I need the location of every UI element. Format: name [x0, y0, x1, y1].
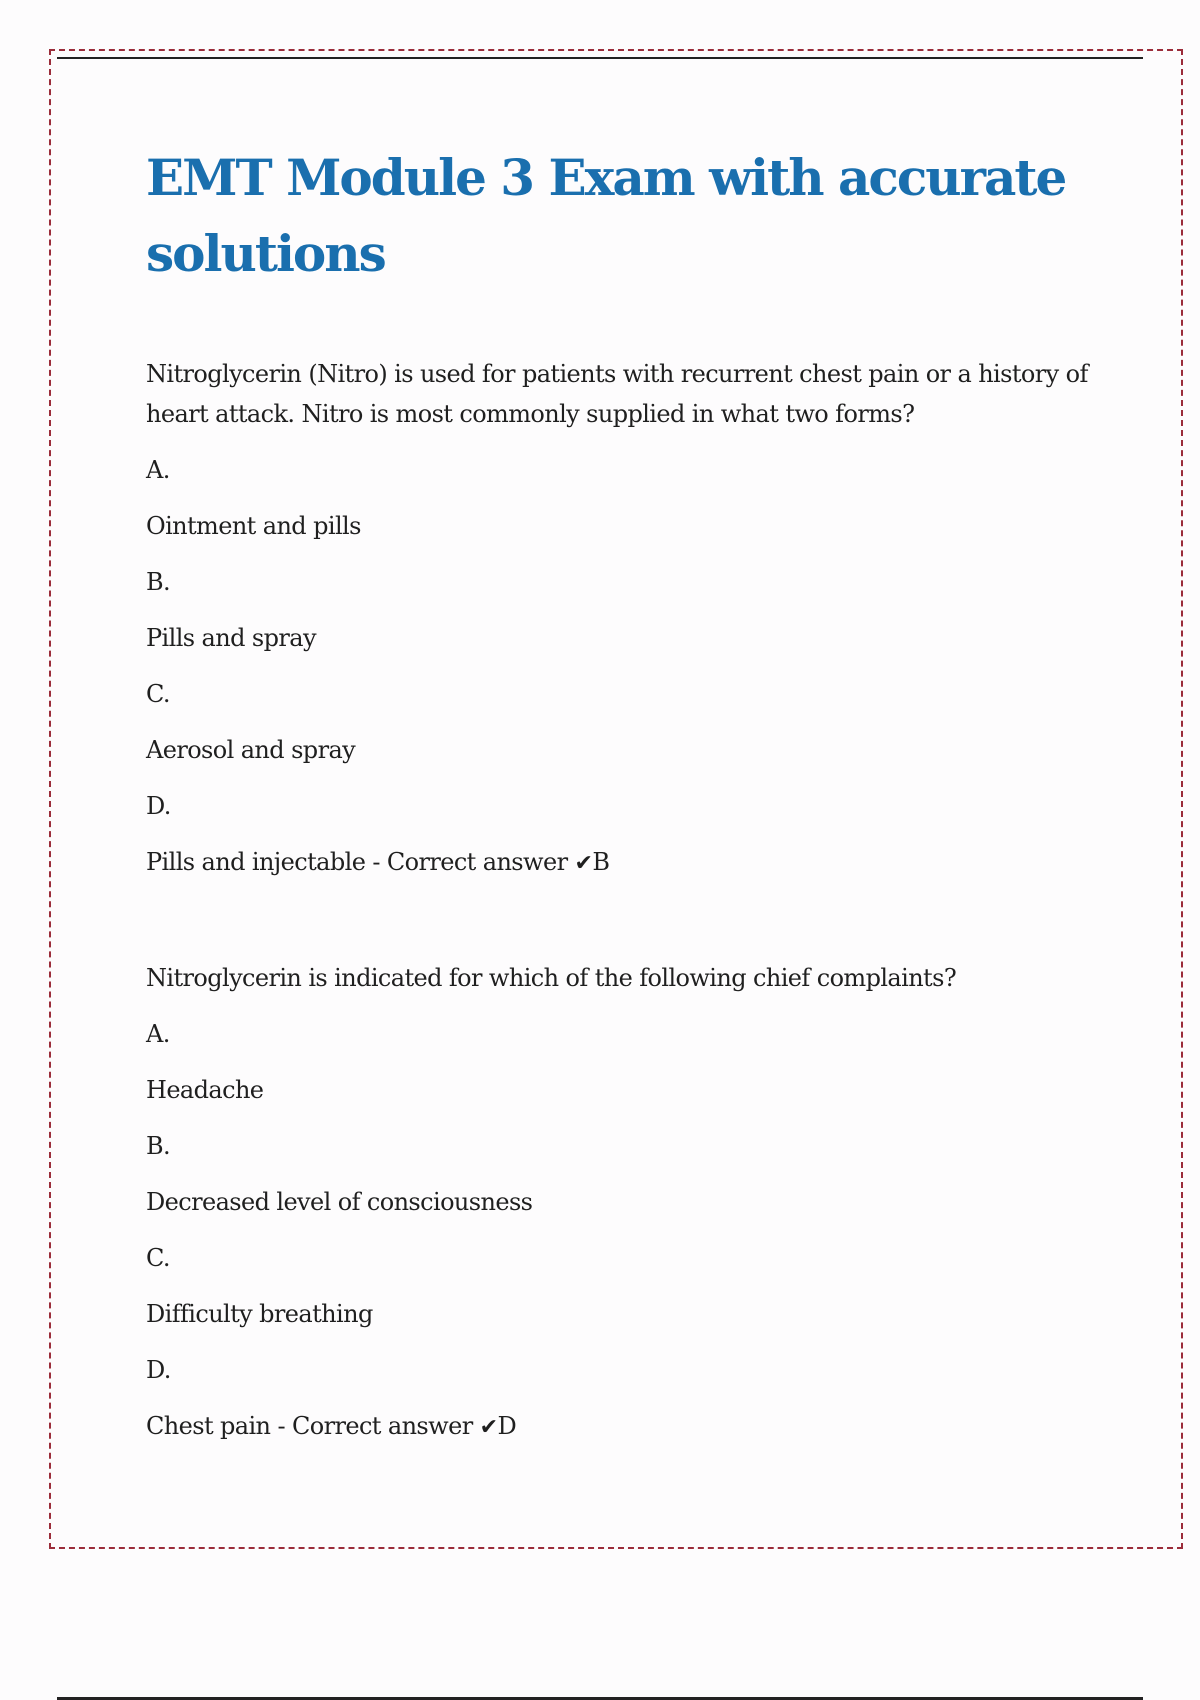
option-a-label: A.	[146, 456, 170, 484]
header-rule	[57, 57, 1143, 59]
question-1-prompt: Nitroglycerin (Nitro) is used for patients with recurrent chest pain or a history of heart attack. Nitro is most commonly supplied in what two forms?	[146, 360, 1088, 428]
document-title: EMT Module 3 Exam with accurate solutions	[146, 148, 1066, 283]
option-d-with-answer	[146, 842, 1106, 884]
checkmark-icon: ✔	[574, 851, 593, 876]
correct-answer-letter: D	[497, 1412, 517, 1440]
document-content	[146, 140, 1106, 1448]
correct-answer-letter: B	[592, 848, 610, 876]
option-b-label: B.	[146, 568, 171, 596]
option-d-text: Pills and injectable - Correct answer	[146, 848, 575, 876]
option-b-text: Decreased level of consciousness	[146, 1188, 533, 1216]
option-d-with-answer	[146, 1406, 1106, 1448]
option-a-label: A.	[146, 1020, 170, 1048]
checkmark-icon: ✔	[479, 1415, 498, 1440]
option-c-text: Difficulty breathing	[146, 1300, 373, 1328]
option-a-text: Ointment and pills	[146, 512, 361, 540]
option-b-text: Pills and spray	[146, 624, 316, 652]
option-d-label: D.	[146, 1356, 171, 1384]
option-d-label: D.	[146, 792, 171, 820]
question-1	[146, 354, 1106, 884]
option-c-text: Aerosol and spray	[146, 736, 356, 764]
option-d-text: Chest pain - Correct answer	[146, 1412, 480, 1440]
option-c-label: C.	[146, 1244, 170, 1272]
question-2	[146, 958, 1106, 1448]
option-c-label: C.	[146, 680, 170, 708]
question-2-prompt: Nitroglycerin is indicated for which of the following chief complaints?	[146, 964, 957, 992]
option-b-label: B.	[146, 1132, 171, 1160]
option-a-text: Headache	[146, 1076, 264, 1104]
